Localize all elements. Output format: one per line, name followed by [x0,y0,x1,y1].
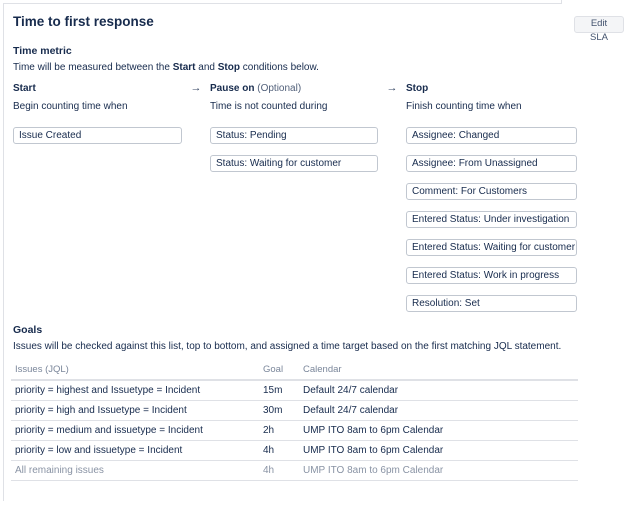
sla-detail-panel [3,3,576,501]
goal-row-all-remaining [11,460,578,480]
goals-table-header-row [11,360,578,380]
goal-target-cell: 30m [263,400,303,420]
pause-title-optional-note: (Optional) [257,83,302,94]
start-column-subtitle: Begin counting time when [13,101,128,112]
goal-calendar-cell: Default 24/7 calendar [303,380,578,400]
goal-row [11,440,578,460]
pause-condition-box: Status: Waiting for customer [210,155,378,172]
pause-column-title [210,82,378,95]
stop-condition-box: Comment: For Customers [406,183,577,200]
time-metric-desc-start-word: Start [172,62,196,73]
goal-calendar-cell: UMP ITO 8am to 6pm Calendar [303,420,578,440]
start-condition-box: Issue Created [13,127,182,144]
stop-condition-box: Assignee: Changed [406,127,577,144]
stop-column-title: Stop [406,83,429,94]
goals-heading: Goals [13,324,43,336]
goal-target-cell: 4h [263,440,303,460]
stop-condition-box: Entered Status: Under investigation [406,211,577,228]
pause-column-subtitle: Time is not counted during [210,101,328,112]
goals-table [11,360,578,481]
goal-calendar-cell: Default 24/7 calendar [303,400,578,420]
column-header-calendar: Calendar [303,360,578,380]
stop-condition-box: Assignee: From Unassigned [406,155,577,172]
arrow-right-icon: → [190,82,202,94]
goal-calendar-cell: UMP ITO 8am to 6pm Calendar [303,460,578,480]
goal-calendar-cell: UMP ITO 8am to 6pm Calendar [303,440,578,460]
pause-condition-box: Status: Pending [210,127,378,144]
goal-target-cell: 2h [263,420,303,440]
goal-target-cell: 15m [263,380,303,400]
goal-jql-cell: priority = highest and Issuetype = Incident [11,380,263,400]
time-metric-columns [13,82,577,312]
goal-target-cell: 4h [263,460,303,480]
goals-description: Issues will be checked against this list, top to bottom, and assigned a time target based on the first matching JQL statement. [13,341,562,352]
time-metric-desc-part: and [195,62,218,73]
stop-column-subtitle: Finish counting time when [406,101,522,112]
goal-jql-cell: priority = low and issuetype = Incident [11,440,263,460]
edit-sla-button[interactable]: Edit SLA [574,16,624,33]
time-metric-desc-stop-word: Stop [217,62,240,73]
goal-jql-cell: All remaining issues [11,460,263,480]
pause-title-text: Pause on [210,83,255,94]
arrow-right-icon: → [386,82,398,94]
stop-column [406,82,577,312]
time-metric-desc-part: Time will be measured between the [13,62,173,73]
goal-row [11,420,578,440]
column-header-goal: Goal [263,360,303,380]
goal-row [11,380,578,400]
start-column [13,82,182,312]
start-column-title: Start [13,83,36,94]
goal-jql-cell: priority = medium and issuetype = Incident [11,420,263,440]
time-metric-desc-part: conditions below. [239,62,319,73]
page-title: Time to first response [13,14,154,29]
pause-column [210,82,378,312]
stop-condition-box: Resolution: Set [406,295,577,312]
goal-row [11,400,578,420]
column-header-issues-jql: Issues (JQL) [11,360,263,380]
goal-jql-cell: priority = high and Issuetype = Incident [11,400,263,420]
time-metric-heading: Time metric [13,45,72,57]
stop-condition-box: Entered Status: Waiting for customer [406,239,577,256]
time-metric-description [13,61,319,74]
stop-condition-box: Entered Status: Work in progress [406,267,577,284]
